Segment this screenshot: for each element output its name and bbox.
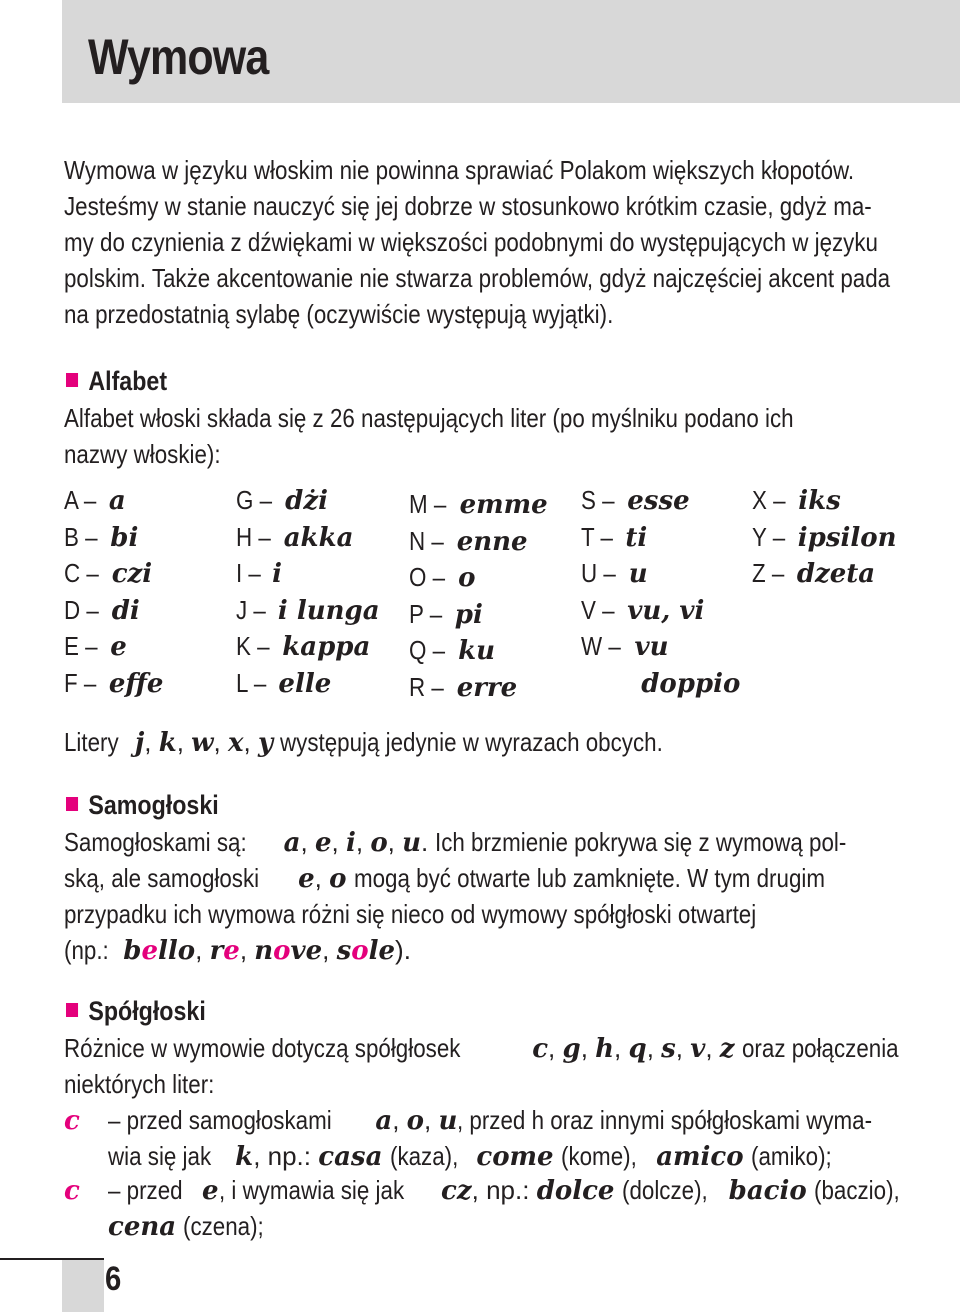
alphabet-letter: N – <box>409 525 444 556</box>
page-title: Wymowa <box>88 29 269 85</box>
alphabet-letter: T – <box>581 521 613 552</box>
alphabet-letter: W – <box>581 631 621 661</box>
example-word: re <box>209 936 240 966</box>
alphabet-letter: U – <box>581 558 616 588</box>
alphabet-letter: L – <box>236 667 267 698</box>
alphabet-entry <box>409 559 589 596</box>
alphabet-entry <box>752 482 932 519</box>
alphabet-letter-name: dzeta <box>796 559 876 589</box>
alphabet-entry <box>752 519 932 556</box>
alphabet-letter: O – <box>409 562 446 592</box>
alphabet-letter-name: u <box>628 559 648 589</box>
alphabet-letter-name: vu, vi <box>627 595 705 626</box>
alfabet-description: Alfabet włoski składa się z 26 następujących liter (po myślniku podano ich <box>64 403 794 433</box>
alphabet-letter-name: ku <box>458 636 496 666</box>
alphabet-letter: C – <box>64 558 99 588</box>
samogloski-line: przypadku ich wymowa różni się nieco od wymowy spółgłoski otwartej <box>64 899 757 929</box>
alphabet-entry <box>409 523 589 560</box>
alphabet-letter-name: bi <box>110 522 139 553</box>
alphabet-entry <box>64 592 244 629</box>
alphabet-letter: A – <box>64 485 97 515</box>
alphabet-entry <box>752 555 932 592</box>
alphabet-entry <box>236 482 416 519</box>
intro-line: Jesteśmy w stanie nauczyć się jej dobrze w stosunkowo krótkim czasie, gdyż ma- <box>64 191 872 221</box>
alphabet-entry <box>581 592 761 629</box>
alphabet-letter-name: doppio <box>641 668 741 699</box>
alphabet-letter: Z – <box>752 558 785 588</box>
alphabet-letter: D – <box>64 594 99 625</box>
alphabet-letter: R – <box>409 671 444 702</box>
alphabet-entry <box>64 628 244 665</box>
samogloski-line: ską, ale samogłoski e, o mogą być otwarte lub zamknięte. W tym drugim <box>64 863 825 894</box>
alphabet-letter-name: a <box>108 486 126 516</box>
alphabet-entry <box>581 519 761 556</box>
alphabet-letter: J – <box>236 594 266 625</box>
alphabet-letter-name: emme <box>459 490 548 520</box>
alphabet-column <box>64 482 244 701</box>
alphabet-letter: H – <box>236 521 271 552</box>
foreign-letters-note: Litery j, k, w, x, y występują jedynie w wyrazach obcych. <box>64 727 664 758</box>
alphabet-entry <box>236 555 416 592</box>
rule-marker: c <box>64 1106 80 1136</box>
alphabet-letter: F – <box>64 667 97 698</box>
alphabet-letter-name: i <box>272 559 283 589</box>
alphabet-letter-name: enne <box>456 526 528 557</box>
alphabet-letter: M – <box>409 489 447 519</box>
alphabet-entry <box>236 519 416 556</box>
alphabet-entry <box>64 665 244 702</box>
spolgloski-line: Różnice w wymowie dotyczą spółgłosek c, g, h, q, s, v, z oraz połączenia <box>64 1033 899 1064</box>
samogloski-line: (np.: bello, re, nove, sole). <box>64 935 411 966</box>
alphabet-letter: E – <box>64 631 98 661</box>
rule-marker: c <box>64 1176 80 1206</box>
alphabet-letter: I – <box>236 558 261 588</box>
alphabet-letter: P – <box>409 598 443 629</box>
alphabet-letter: V – <box>581 594 615 625</box>
alphabet-letter: B – <box>64 521 98 552</box>
alphabet-entry <box>581 665 761 702</box>
page-number-box <box>62 1260 104 1312</box>
alphabet-column <box>752 482 932 592</box>
alphabet-letter-name: vu <box>634 632 669 662</box>
example-word: bello <box>123 936 196 966</box>
alphabet-letter-name: effe <box>108 668 164 699</box>
page-number: 6 <box>105 1260 122 1298</box>
alphabet-letter-name: i lunga <box>277 595 380 626</box>
alphabet-entry <box>409 596 589 633</box>
alphabet-letter-name: kappa <box>282 632 371 662</box>
alfabet-description: nazwy włoskie): <box>64 439 221 469</box>
alphabet-entry <box>64 555 244 592</box>
square-bullet-icon <box>66 1003 78 1017</box>
alphabet-letter-name: ti <box>625 522 648 553</box>
alphabet-entry <box>581 555 761 592</box>
alphabet-letter: Y – <box>752 521 786 552</box>
alphabet-letter-name: ipsilon <box>797 522 897 553</box>
alphabet-letter-name: di <box>111 595 140 626</box>
alphabet-letter-name: akka <box>283 522 354 553</box>
square-bullet-icon <box>66 373 78 387</box>
alphabet-letter: G – <box>236 485 273 515</box>
alphabet-entry <box>236 592 416 629</box>
section-heading-samogloski: Samogłoski <box>66 788 219 822</box>
alphabet-column <box>581 482 761 701</box>
alphabet-entry <box>409 632 589 669</box>
alphabet-entry <box>236 665 416 702</box>
alphabet-letter: K – <box>236 631 270 661</box>
alphabet-letter-name: iks <box>798 486 841 516</box>
alphabet-letter: Q – <box>409 635 446 665</box>
alphabet-entry <box>64 519 244 556</box>
alphabet-letter-name: pi <box>454 599 483 630</box>
intro-line: polskim. Także akcentowanie nie stwarza problemów, gdyż najczęściej akcent pada <box>64 263 891 293</box>
samogloski-line: Samogłoskami są: a, e, i, o, u. Ich brzmienie pokrywa się z wymową pol- <box>64 827 847 858</box>
alphabet-letter: S – <box>581 485 615 515</box>
alphabet-letter-name: czi <box>111 559 153 589</box>
alphabet-letter: X – <box>752 485 786 515</box>
section-heading-alfabet: Alfabet <box>66 364 167 398</box>
intro-line: Wymowa w języku włoskim nie powinna sprawiać Polakom większych kłopotów. <box>64 155 855 185</box>
intro-line: my do czynienia z dźwiękami w większości podobnymi do występujących w języku <box>64 227 878 257</box>
example-word: sole <box>336 936 396 966</box>
alphabet-entry <box>581 628 761 665</box>
alphabet-column <box>236 482 416 701</box>
alphabet-entry <box>64 482 244 519</box>
alphabet-letter-name: e <box>110 632 127 662</box>
alphabet-entry <box>236 628 416 665</box>
spolgloski-line: niektórych liter: <box>64 1069 215 1099</box>
alphabet-letter-name: elle <box>278 668 332 699</box>
alphabet-entry <box>581 482 761 519</box>
square-bullet-icon <box>66 797 78 811</box>
alphabet-column <box>409 486 589 705</box>
rule-item-c-before-aou: c – przed samogłoskami a, o, u, przed h oraz innymi spółgłoskami wyma- wia się jak k, np.: casa (kaza), come (kome), amico (amiko); <box>64 1105 873 1172</box>
alphabet-letter-name: erre <box>456 672 518 703</box>
rule-item-c-before-e: c – przed e, i wymawia się jak cz, np.: dolce (dolcze), bacio (baczio), cena (czena); <box>64 1175 900 1242</box>
section-heading-spolgloski: Spółgłoski <box>66 994 206 1028</box>
intro-line: na przedostatnią sylabę (oczywiście występują wyjątki). <box>64 299 614 329</box>
alphabet-entry <box>409 669 589 706</box>
alphabet-letter-name: dżi <box>285 486 328 516</box>
example-word: nove <box>254 936 323 966</box>
alphabet-entry <box>409 486 589 523</box>
alphabet-letter-name: o <box>458 563 476 593</box>
alphabet-letter-name: esse <box>627 486 690 516</box>
